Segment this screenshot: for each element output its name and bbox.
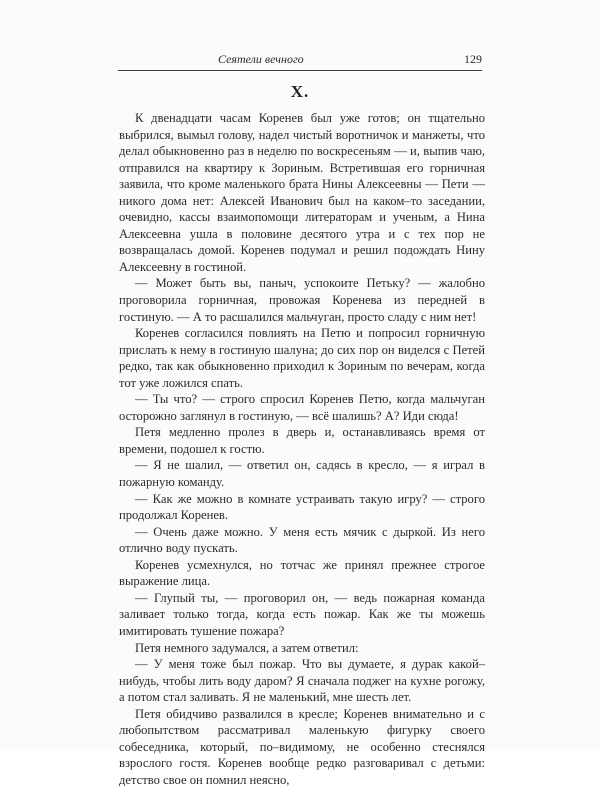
page-number: 129 <box>464 52 482 66</box>
paragraph: — Очень даже можно. У меня есть мячик с дыркой. Из него отлично воду пускать. <box>119 524 485 556</box>
paragraph: К двенадцати часам Коренев был уже готов; он тщательно выбрился, вымыл голову, надел чистый воротничок и манжеты, что делал обыкновенно раз в неделю по воскресеньям — и, выпив чаю, отправился на квартиру к Зориным. Встретившая его горничная заявила, что кроме маленького брата Нины Алексеевны — Пети — никого дома нет: Алексей Иванович был на каком–то заседании, очевидно, кассы взаимопомощи литераторам и ученым, а Нина Алексеевна ушла в половине десятого утра и с тех пор не возвращалась домой. Коренев подумал и решил подождать Нину Алексеевну в гостиной. <box>119 111 485 274</box>
page-body <box>119 110 485 788</box>
paragraph: Коренев усмехнулся, но тотчас же принял прежнее строгое выражение лица. <box>119 557 485 589</box>
paragraph: Петя немного задумался, а затем ответил: <box>135 640 359 655</box>
running-title: Сеятели вечного <box>218 52 304 66</box>
paragraph: — Как же можно в комнате устраивать такую игру? — строго продолжал Коренев. <box>119 491 485 523</box>
paragraph: — Ты что? — строго спросил Коренев Петю, когда мальчуган осторожно заглянул в гостиную, — всё шалишь? А? Иди сюда! <box>119 392 485 423</box>
paragraph: Коренев согласился повлиять на Петю и попросил горничную прислать к нему в гостиную шалуна; до сих пор он виделся с Петей редко, так как обыкновенно приходил к Зориным по вечерам, когда тот уже ложился спать. <box>119 326 485 390</box>
paragraph: — Может быть вы, паныч, успокоите Петьку? — жалобно проговорила горничная, провожая Коренева из передней в гостиную. — А то расшалился мальчуган, просто сладу с ним нет! <box>119 276 485 324</box>
paragraph: — У меня тоже был пожар. Что вы думаете, я дурак какой–нибудь, чтобы лить воду даром? Я сначала поджег на кухне рогожу, а потом стал заливать. Я не маленький, мне шесть лет. <box>119 657 485 705</box>
paragraph: Петя обидчиво развалился в кресле; Коренев внимательно и с любопытством рассматривал маленькую фигурку своего собеседника, который, по–видимому, не особенно стеснялся взрослого гостя. Коренев вообще редко разговаривал с детьми: детство свое он помнил неясно, <box>119 706 485 787</box>
running-header <box>118 50 482 70</box>
paragraph: — Я не шалил, — ответил он, садясь в кресло, — я играл в пожарную команду. <box>119 458 485 490</box>
header-rule <box>118 70 482 71</box>
paragraph: Петя медленно пролез в дверь и, останавливаясь время от времени, подошел к гостю. <box>119 425 485 456</box>
paragraph: — Глупый ты, — проговорил он, — ведь пожарная команда заливает только тогда, когда есть пожар. Как же ты можешь имитировать тушение пожара? <box>119 590 485 638</box>
chapter-heading: X. <box>290 82 310 101</box>
